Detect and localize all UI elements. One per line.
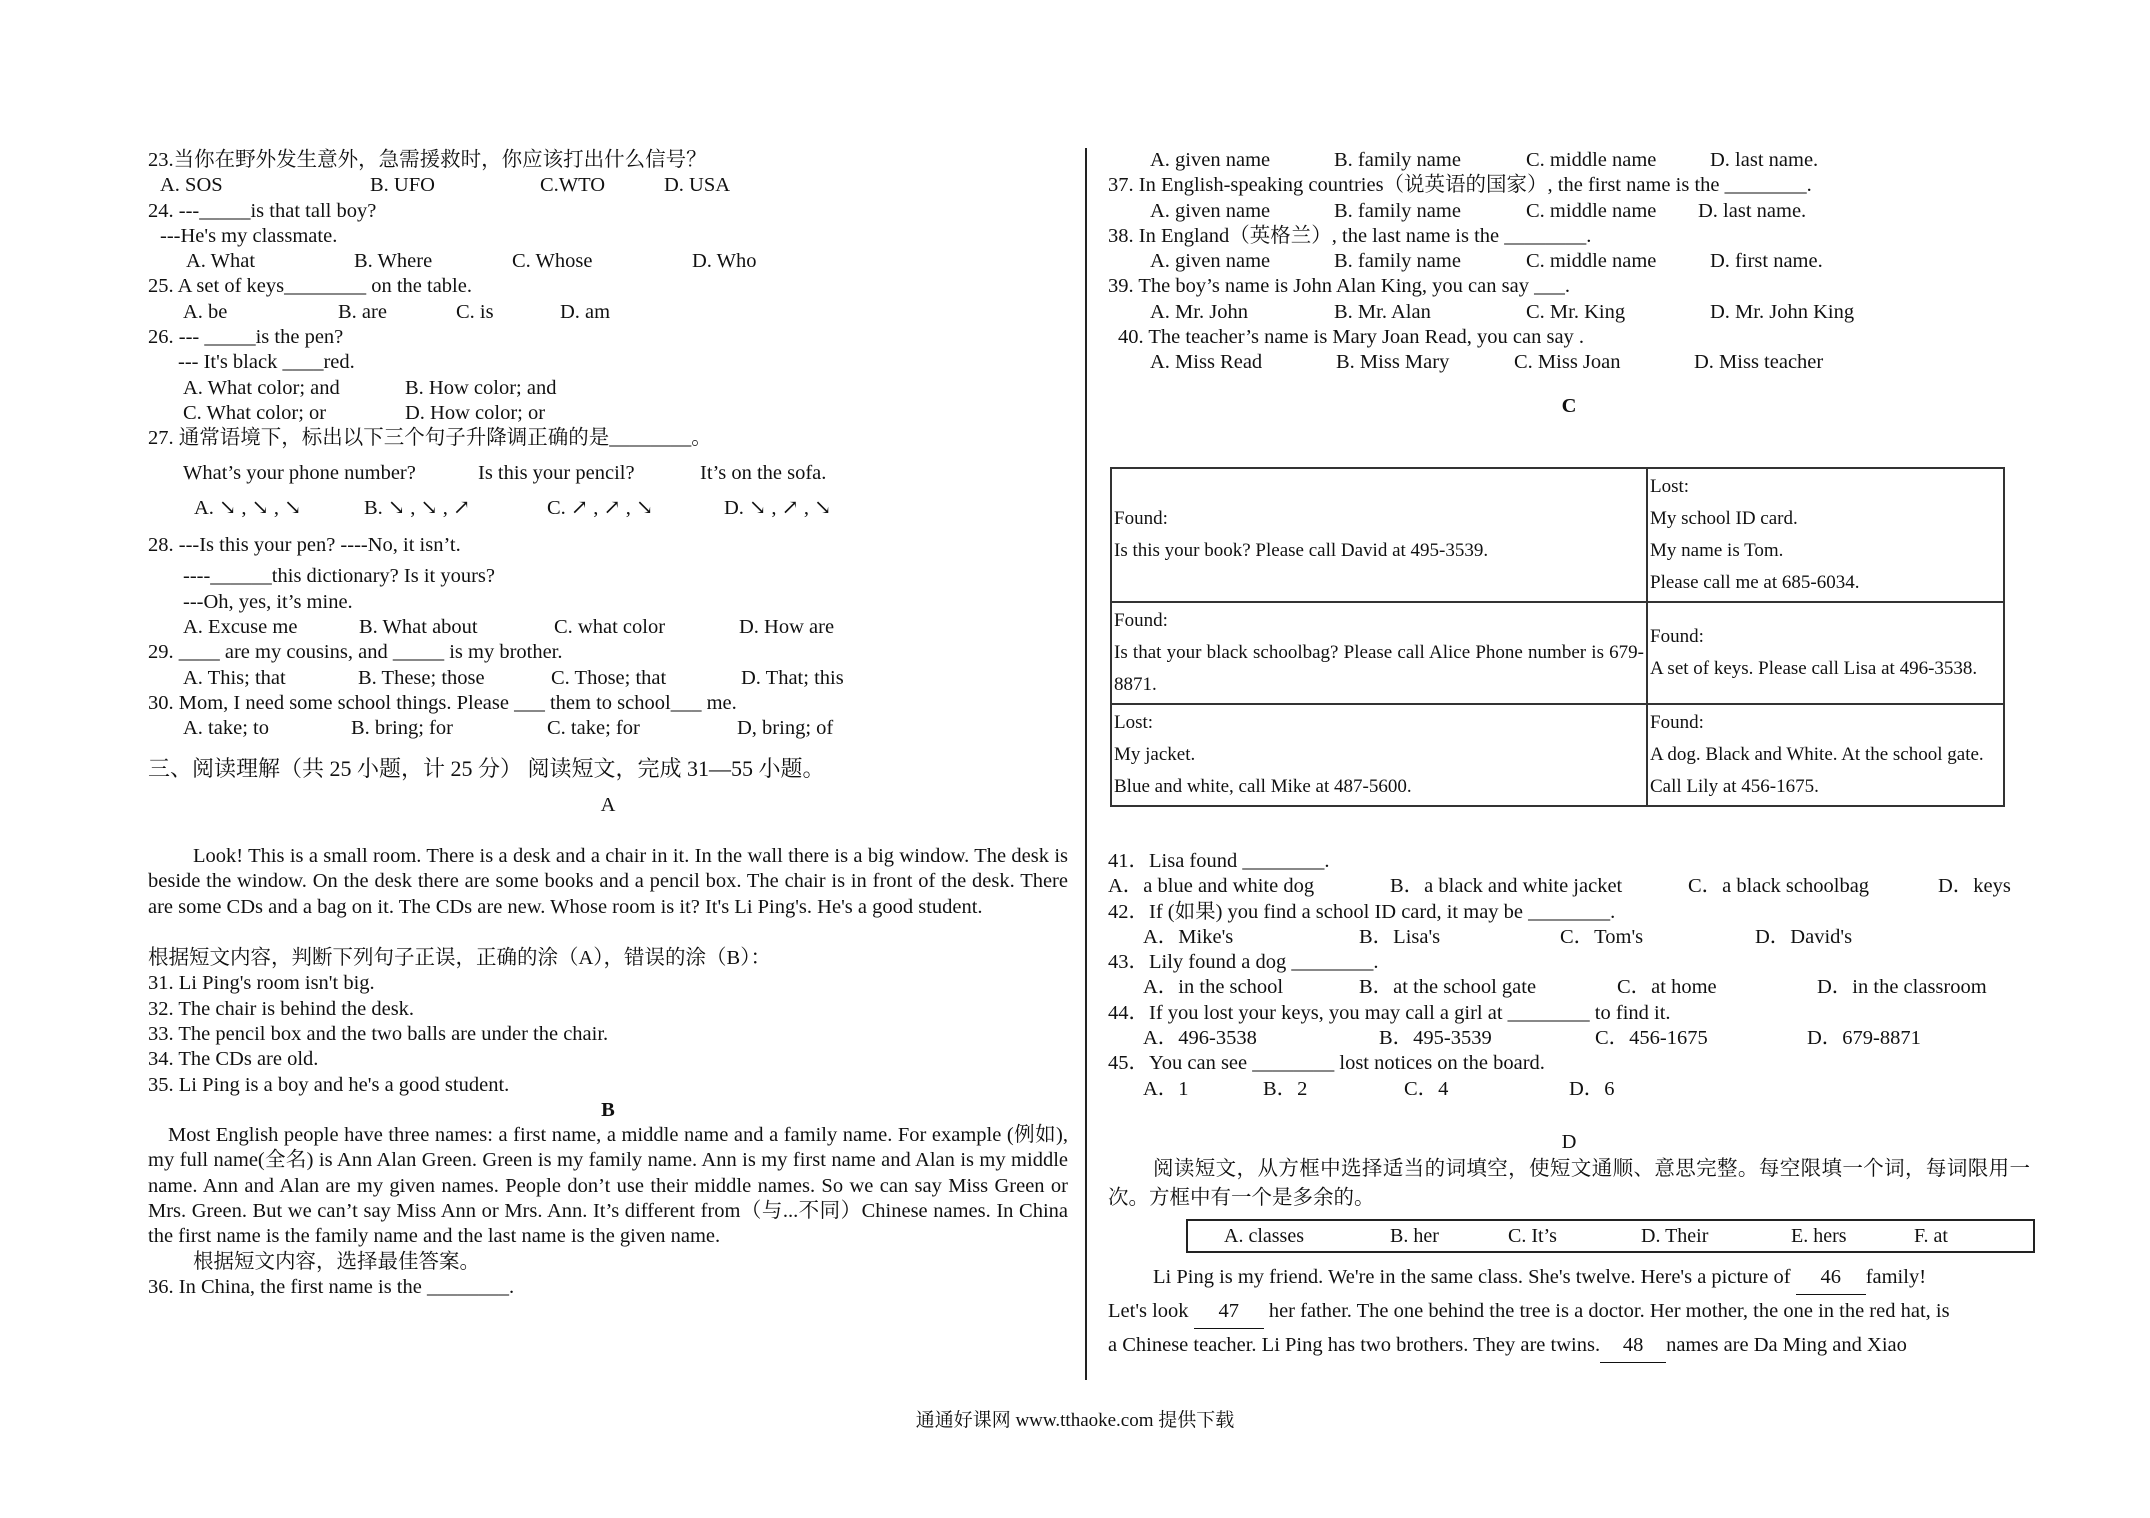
q24-options <box>148 249 1068 274</box>
q26-line1: 26. --- _____is the pen? <box>148 326 344 349</box>
q44-stem: 44．If you lost your keys, you may call a girl at ________ to find it. <box>1108 1001 1671 1024</box>
q43-option-b: B．at the school gate <box>1359 976 1537 999</box>
q42-option-b: B．Lisa's <box>1359 925 1441 948</box>
q40-option-c: C. Miss Joan <box>1514 351 1621 374</box>
q25-option-d: D. am <box>560 300 611 323</box>
q40-options <box>1108 350 2030 375</box>
q37-options <box>1108 199 2030 224</box>
q36-option-a: A. given name <box>1150 149 1271 171</box>
cell-line: My jacket. <box>1114 743 1196 765</box>
q41-option-c: C．a black schoolbag <box>1688 875 1870 898</box>
table-cell <box>1111 468 1647 602</box>
table-cell <box>1111 602 1647 704</box>
q44-option-a: A．496-3538 <box>1143 1027 1257 1050</box>
q25-option-c: C. is <box>456 300 494 323</box>
q25-options <box>148 300 1068 325</box>
q37-stem: 37. In English-speaking countries（说英语的国家）, the first name is the ________. <box>1108 174 1812 197</box>
q42-stem: 42．If (如果) you find a school ID card, it may be ________. <box>1108 900 1616 923</box>
q30-option-c: C. take; for <box>547 717 640 740</box>
part-d-passage-line1 <box>1108 1261 2030 1295</box>
q38-option-c: C. middle name <box>1526 250 1657 273</box>
cell-line: Lost: <box>1114 711 1154 733</box>
q30-options <box>148 716 1068 741</box>
q28-options <box>148 615 1068 640</box>
q37-option-b: B. family name <box>1334 199 1461 222</box>
table-cell <box>1647 468 2004 602</box>
q36-option-d: D. last name. <box>1710 149 1819 171</box>
q37-option-d: D. last name. <box>1698 199 1807 222</box>
q29-options <box>148 666 1068 691</box>
q36-options <box>1108 148 2030 173</box>
cell-line: Is that your black schoolbag? Please call Alice Phone number is 679-8871. <box>1114 641 1644 695</box>
q45-stem: 45．You can see ________ lost notices on the board. <box>1108 1052 1545 1075</box>
cell-line: Lost: <box>1650 475 1690 497</box>
q27-stem: 27. 通常语境下，标出以下三个句子升降调正确的是________。 <box>148 427 712 450</box>
q29-stem: 29. ____ are my cousins, and _____ is my brother. <box>148 641 563 664</box>
q44-option-c: C．456-1675 <box>1595 1027 1708 1050</box>
part-b-title: B <box>601 1098 615 1121</box>
q28-line3: ---Oh, yes, it’s mine. <box>183 590 353 613</box>
q36-option-b: B. family name <box>1334 149 1461 171</box>
word-option-c: C. It’s <box>1508 1224 1557 1247</box>
q40-option-b: B. Miss Mary <box>1336 351 1450 374</box>
cell-line: Found: <box>1650 711 1704 733</box>
q26-option-a: A. What color; and <box>183 376 340 399</box>
q27-option-b: B. ↘ , ↘ , ↗ <box>364 496 471 519</box>
q39-option-c: C. Mr. King <box>1526 300 1626 323</box>
table-row <box>1111 704 2004 806</box>
q23-stem: 23.当你在野外发生意外，急需援救时，你应该打出什么信号？ <box>148 149 707 171</box>
cell-line: A set of keys. Please call Lisa at 496-3538. <box>1650 657 1978 679</box>
passage-text: names are Da Ming and Xiao <box>1666 1334 1907 1357</box>
cell-line: Please call me at 685-6034. <box>1650 571 1860 593</box>
left-column <box>148 148 1068 1300</box>
part-d-instruction: 阅读短文，从方框中选择适当的词填空，使短文通顺、意思完整。每空限填一个词，每词限用一次。方框中有一个是多余的。 <box>1108 1158 2030 1210</box>
blank-46: 46 <box>1796 1261 1866 1295</box>
q29-option-d: D. That; this <box>741 666 844 689</box>
part-d-passage-line2 <box>1108 1295 2030 1329</box>
table-row <box>1111 602 2004 704</box>
right-column <box>1108 148 2030 1363</box>
part-b-instruction: 根据短文内容，选择最佳答案。 <box>193 1250 480 1273</box>
q34: 34. The CDs are old. <box>148 1048 319 1071</box>
q42-option-d: D．David's <box>1755 925 1853 948</box>
q28-option-a: A. Excuse me <box>183 616 298 639</box>
passage-text: family! <box>1865 1266 1927 1289</box>
q45-options <box>1108 1077 2030 1102</box>
passage-text: a Chinese teacher. Li Ping has two brothers. They are twins. <box>1108 1334 1601 1357</box>
q26-line2: --- It's black ____red. <box>178 351 355 374</box>
q27-option-a: A. ↘ , ↘ , ↘ <box>194 496 302 519</box>
part-a-passage: Look! This is a small room. There is a desk and a chair in it. In the wall there is a big window. The desk is beside the window. On the desk there are some books and a pencil box. The chair is in front of the desk. There are some CDs and a bag on it. The CDs are new. Whose room is it? It's Li Ping's. He's a good student. <box>148 845 1068 918</box>
q23-option-d: D. USA <box>664 174 731 197</box>
table-cell <box>1111 704 1647 806</box>
q41-stem: 41．Lisa found ________. <box>1108 849 1330 872</box>
q39-option-d: D. Mr. John King <box>1710 300 1855 323</box>
q39-options <box>1108 300 2030 325</box>
q37-option-a: A. given name <box>1150 199 1271 222</box>
word-option-d: D. Their <box>1641 1224 1709 1247</box>
q37-option-c: C. middle name <box>1526 199 1657 222</box>
table-row <box>1111 468 2004 602</box>
q40-option-d: D. Miss teacher <box>1694 351 1824 374</box>
q24-line1: 24. ---_____is that tall boy? <box>148 199 377 222</box>
part-b-passage: Most English people have three names: a first name, a middle name and a family name. For example (例如), my full name(全名) is Ann Alan Green. Green is my family name. Ann is my first name and Alan is my middle name. Ann and Alan are my given names. People don’t use their middle names. So we can say Miss Green or Mrs. Green. But we can’t say Miss Ann or Mrs. Ann. It’s different from（与...不同）Chinese names. In China the first name is the family name and the last name is the given name. <box>148 1124 1068 1248</box>
cell-line: My school ID card. <box>1650 507 1798 529</box>
q42-options <box>1108 925 2030 950</box>
table-cell <box>1647 704 2004 806</box>
q39-stem: 39. The boy’s name is John Alan King, you can say ___. <box>1108 275 1570 298</box>
q36-stem: 36. In China, the first name is the ________. <box>148 1275 515 1298</box>
q43-stem: 43．Lily found a dog ________. <box>1108 951 1379 974</box>
q24-option-a: A. What <box>186 250 256 273</box>
q27-sentence-2: Is this your pencil? <box>478 461 635 484</box>
q24-line2: ---He's my classmate. <box>160 224 338 247</box>
word-option-e: E. hers <box>1791 1224 1847 1247</box>
q26-options-row1 <box>148 376 1068 401</box>
q25-option-a: A. be <box>183 300 228 323</box>
q41-option-d: D．keys <box>1938 875 2011 898</box>
q29-option-a: A. This; that <box>183 666 286 689</box>
q23-option-a: A. SOS <box>160 174 223 197</box>
q44-options <box>1108 1026 2030 1051</box>
q43-option-c: C．at home <box>1617 976 1717 999</box>
column-divider <box>1085 148 1087 1380</box>
cell-line: Found: <box>1114 609 1168 631</box>
cell-line: My name is Tom. <box>1650 539 1784 561</box>
q43-options <box>1108 975 2030 1000</box>
q38-option-b: B. family name <box>1334 250 1461 273</box>
blank-47: 47 <box>1194 1295 1264 1329</box>
q39-option-b: B. Mr. Alan <box>1334 300 1431 323</box>
q42-option-a: A．Mike's <box>1143 925 1234 948</box>
q23-options <box>148 173 1068 198</box>
q25-option-b: B. are <box>338 300 387 323</box>
section-3-heading: 三、阅读理解（共 25 小题，计 25 分） 阅读短文，完成 31—55 小题。 <box>148 755 825 781</box>
q24-option-d: D. Who <box>692 250 757 273</box>
q23-option-b: B. UFO <box>370 174 435 197</box>
q38-option-d: D. first name. <box>1710 250 1823 273</box>
q43-option-a: A．in the school <box>1143 976 1284 999</box>
lost-found-table <box>1110 467 2005 807</box>
part-a-title: A <box>600 793 616 816</box>
passage-text: Let's look <box>1108 1300 1194 1323</box>
part-c-title: C <box>1561 394 1577 417</box>
word-option-f: F. at <box>1914 1224 1948 1247</box>
cell-line: Found: <box>1650 625 1704 647</box>
q32: 32. The chair is behind the desk. <box>148 997 415 1020</box>
q45-option-d: D．6 <box>1569 1077 1615 1100</box>
word-box <box>1186 1219 2035 1253</box>
q26-options-row2 <box>148 401 1068 426</box>
cell-line: Blue and white, call Mike at 487-5600. <box>1114 775 1412 797</box>
q28-line1: 28. ---Is this your pen? ----No, it isn’t. <box>148 534 461 557</box>
part-a-instruction: 根据短文内容，判断下列句子正误，正确的涂（A），错误的涂（B）： <box>148 947 771 970</box>
q42-option-c: C．Tom's <box>1560 925 1644 948</box>
q33: 33. The pencil box and the two balls are under the chair. <box>148 1022 609 1045</box>
q43-option-d: D．in the classroom <box>1817 976 1987 999</box>
q24-option-b: B. Where <box>354 250 433 273</box>
q27-sentence-3: It’s on the sofa. <box>700 461 827 484</box>
passage-text: Li Ping is my friend. We're in the same class. She's twelve. Here's a picture of <box>1153 1266 1796 1289</box>
q28-line2: ----______this dictionary? Is it yours? <box>183 565 495 588</box>
q40-stem: 40. The teacher’s name is Mary Joan Read, you can say . <box>1118 326 1585 349</box>
q25-stem: 25. A set of keys________ on the table. <box>148 275 472 298</box>
cell-line: Found: <box>1114 507 1168 529</box>
q44-option-d: D．679-8871 <box>1807 1027 1921 1050</box>
q28-option-c: C. what color <box>554 616 666 639</box>
q41-option-b: B．a black and white jacket <box>1390 875 1623 898</box>
q24-option-c: C. Whose <box>512 250 593 273</box>
q27-sentence-1: What’s your phone number? <box>183 461 416 484</box>
cell-line: Call Lily at 456-1675. <box>1650 775 1819 797</box>
q45-option-a: A．1 <box>1143 1077 1189 1100</box>
q39-option-a: A. Mr. John <box>1150 300 1248 323</box>
q30-option-b: B. bring; for <box>351 717 453 740</box>
q40-option-a: A. Miss Read <box>1150 351 1263 374</box>
q38-stem: 38. In England（英格兰）, the last name is the ________. <box>1108 224 1592 247</box>
passage-text: her father. The one behind the tree is a doctor. Her mother, the one in the red hat, is <box>1263 1300 1950 1323</box>
part-d-title: D <box>1561 1130 1577 1153</box>
q41-options <box>1108 874 2030 899</box>
q35: 35. Li Ping is a boy and he's a good student. <box>148 1073 510 1096</box>
q23-option-c: C.WTO <box>540 174 606 197</box>
cell-line: Is this your book? Please call David at 495-3539. <box>1114 539 1489 561</box>
q45-option-b: B．2 <box>1263 1077 1308 1100</box>
q38-options <box>1108 249 2030 274</box>
q27-sentences <box>148 461 1068 486</box>
q29-option-c: C. Those; that <box>551 666 667 689</box>
table-cell <box>1647 602 2004 704</box>
part-d-passage-line3 <box>1108 1329 2030 1363</box>
q30-stem: 30. Mom, I need some school things. Please ___ them to school___ me. <box>148 691 737 714</box>
q36-option-c: C. middle name <box>1526 149 1657 171</box>
q28-option-b: B. What about <box>359 616 478 639</box>
word-option-a: A. classes <box>1224 1224 1304 1247</box>
q27-option-c: C. ↗ , ↗ , ↘ <box>547 496 654 519</box>
q26-option-d: D. How color; or <box>405 401 546 424</box>
q30-option-a: A. take; to <box>183 717 269 740</box>
q41-option-a: A．a blue and white dog <box>1108 875 1315 898</box>
page-footer: 通通好课网 www.tthaoke.com 提供下载 <box>915 1410 1235 1431</box>
q27-option-d: D. ↘ , ↗ , ↘ <box>724 496 832 519</box>
q38-option-a: A. given name <box>1150 250 1271 273</box>
q31: 31. Li Ping's room isn't big. <box>148 972 375 995</box>
q26-option-b: B. How color; and <box>405 376 557 399</box>
cell-line: A dog. Black and White. At the school gate. <box>1650 743 1984 765</box>
q45-option-c: C．4 <box>1404 1077 1449 1100</box>
q29-option-b: B. These; those <box>358 666 485 689</box>
blank-48: 48 <box>1600 1329 1666 1363</box>
q26-option-c: C. What color; or <box>183 401 327 424</box>
q27-options <box>148 496 1068 521</box>
word-option-b: B. her <box>1390 1224 1439 1247</box>
q30-option-d: D, bring; of <box>737 717 834 740</box>
q44-option-b: B．495-3539 <box>1379 1027 1492 1050</box>
q28-option-d: D. How are <box>739 616 835 639</box>
